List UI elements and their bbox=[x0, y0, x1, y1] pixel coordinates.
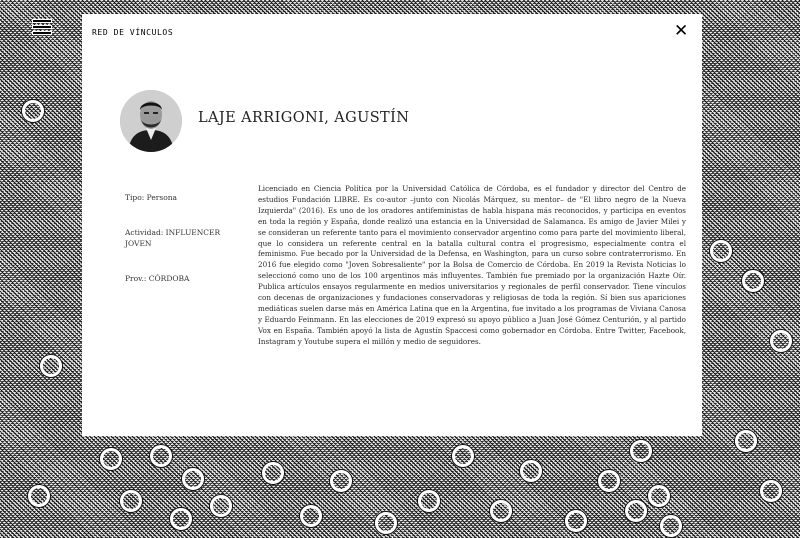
profile-name: LAJE ARRIGONI, AGUSTÍN bbox=[198, 110, 410, 126]
meta-activity: Actividad: INFLUENCER JOVEN bbox=[125, 228, 221, 248]
meta-province: Prov.: CÓRDOBA bbox=[125, 274, 190, 283]
profile-meta bbox=[125, 192, 245, 308]
profile-avatar bbox=[120, 90, 182, 152]
close-icon[interactable]: ✕ bbox=[674, 21, 689, 41]
profile-bio: Licenciado en Ciencia Política por la Universidad Católica de Córdoba, es el fundador y director del Centro de estudios Fundación LIBRE. Es co-autor –junto con Nicolás Márquez, su mentor– de "El libro negro de la Nueva Izquierda" (2016). Es uno de los oradores antifeministas de habla hispana más reconocidos, y participa en eventos en toda la región y España, donde realizó una estancia en la Universidad de Salamanca. Es amigo de Javier Milei y se consideran un referente tanto para el movimiento conservador argentino como para parte del movimiento liberal, que lo considera un referente central en la batalla cultural contra el progresismo, especialmente contra el feminismo. Fue becado por la Universidad de la Defensa, en Washington, para un curso sobre contraterrorismo. En 2016 fue elegido como "Joven Sobresaliente" por la Bolsa de Comercio de Córdoba. En 2019 la Revista Noticias lo seleccionó como uno de los 100 argentinos más influyentes. También fue premiado por la organización Hazte Oír. Publica artículos ensayos regularmente en medios universitarios y regionales de perfil conservador. Tiene vínculos con decenas de organizaciones y fundaciones conservadoras y religiosas de toda la región. Sí bien sus apariciones mediáticas suelen darse más en América Latina que en la Argentina, fue invitado a los programas de Viviana Canosa y Eduardo Feinmann. En las elecciones de 2019 expresó su apoyo público a Juan José Gómez Centurión, y al partido Vox en España. También apoyó la lista de Agustín Spaccesi como gobernador en Córdoba. Entre Twitter, Facebook, Instagram y Youtube supera el millón y medio de seguidores. bbox=[258, 184, 686, 346]
brand-title: RED DE VÍNCULOS bbox=[92, 28, 174, 37]
profile-modal bbox=[82, 14, 702, 436]
hamburger-menu-icon[interactable] bbox=[33, 20, 51, 35]
meta-type: Tipo: Persona bbox=[125, 193, 178, 202]
